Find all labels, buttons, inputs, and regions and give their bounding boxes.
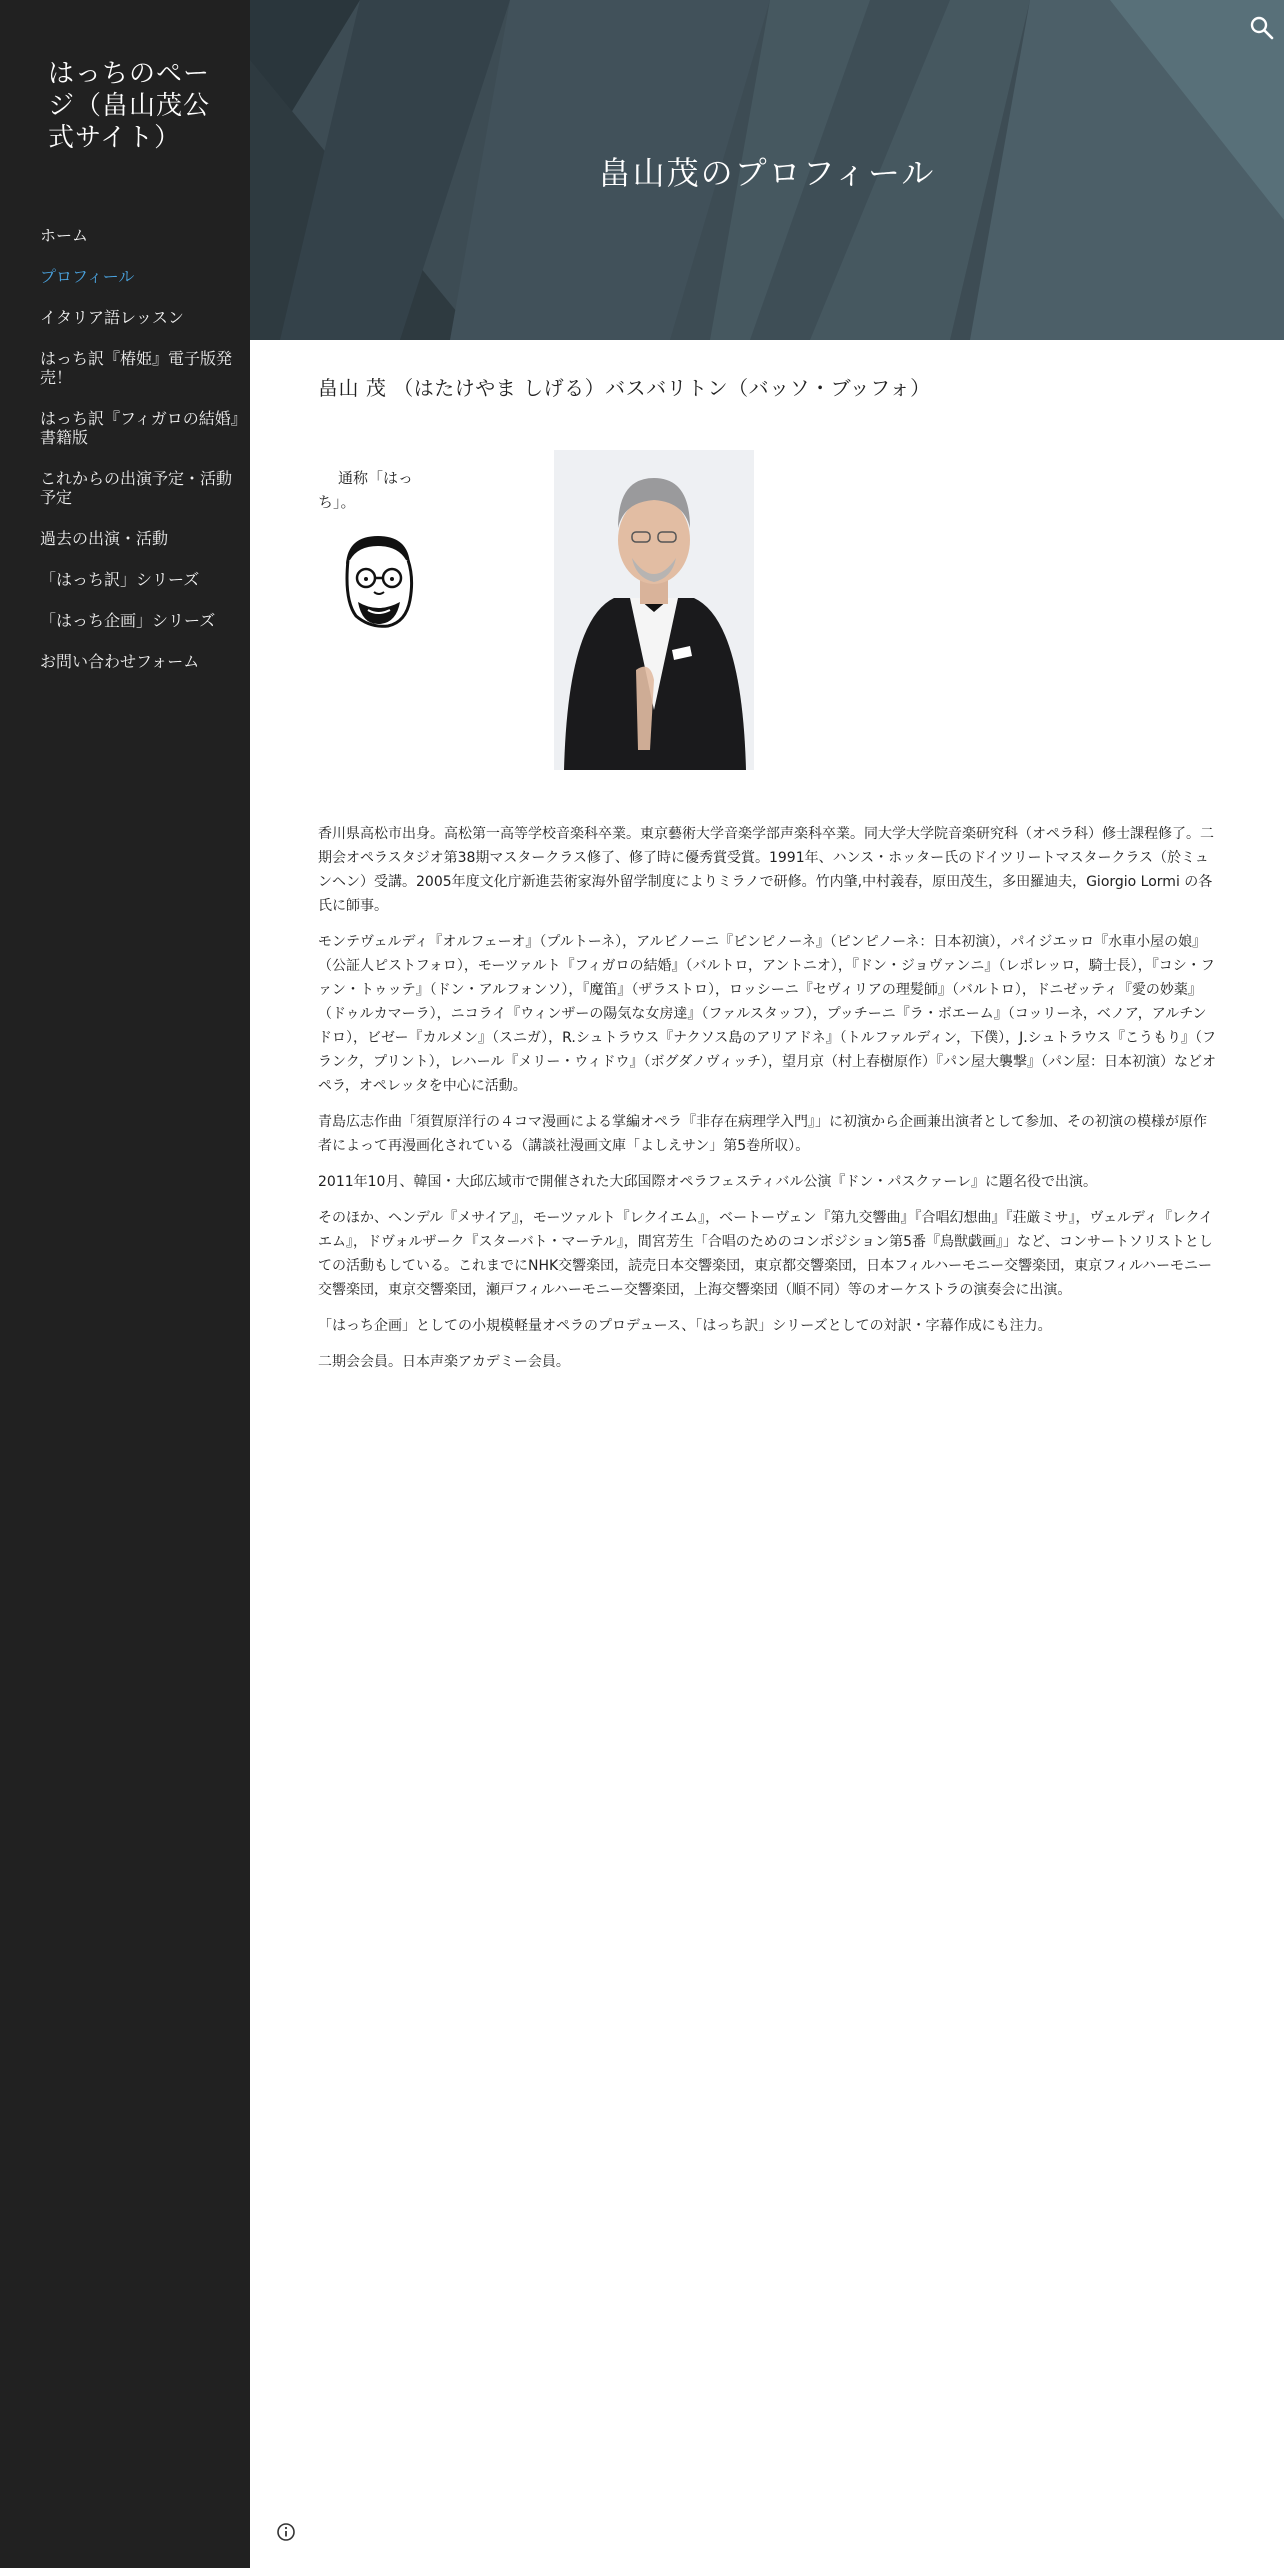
nav-item-profile[interactable]: プロフィール bbox=[40, 267, 135, 286]
bio-section bbox=[318, 822, 1218, 1386]
nav-item-hacchi-translation-series[interactable]: 「はっち訳」シリーズ bbox=[40, 570, 200, 589]
nav-item-upcoming-schedule[interactable]: これからの出演予定・活動予定 bbox=[40, 469, 233, 507]
bio-paragraph-hacchi-projects: 「はっち企画」としての小規模軽量オペラのプロデュース、「はっち訳」シリーズとしての対訳・字幕作成にも注力。 bbox=[318, 1318, 1052, 1334]
nav-item-figaro-book[interactable]: はっち訳『フィガロの結婚』書籍版 bbox=[40, 409, 239, 447]
nav-item-home[interactable]: ホーム bbox=[40, 226, 89, 245]
bio-paragraph-daegu-festival: 2011年10月、韓国・大邱広域市で開催された大邱国際オペラフェスティバル公演『ドン・パスクァーレ』に題名役で出演。 bbox=[318, 1174, 1098, 1190]
nav-item-traviata-ebook[interactable]: はっち訳『椿姫』電子版発売！ bbox=[40, 349, 233, 387]
sidebar-nav bbox=[40, 226, 240, 693]
profile-heading: 畠山 茂 （はたけやま しげる）バスバリトン（バッソ・ブッフォ） bbox=[318, 376, 931, 400]
bio-paragraph-manga-opera: 青島広志作曲「須賀原洋行の４コマ漫画による掌編オペラ『非存在病理学入門』」に初演から企画兼出演者として参加、その初演の模様が原作者によって再漫画化されている（講談社漫画文庫「よしえサン」第5巻所収）。 bbox=[318, 1114, 1207, 1154]
bio-paragraph-opera-roles: モンテヴェルディ『オルフェーオ』（プルトーネ），アルビノーニ『ピンピノーネ』（ピンピノーネ：日本初演），パイジエッロ『水車小屋の娘』（公証人ピストフォロ），モーツァルト『フィガロの結婚』（バルトロ，アントニオ），『ドン・ジョヴァンニ』（レポレッロ，騎士長），『コシ・ファン・トゥッテ』（ドン・アルフォンソ），『魔笛』（ザラストロ），ロッシーニ『セヴィリアの理髪師』（バルトロ），ドニゼッティ『愛の妙薬』（ドゥルカマーラ），ニコライ『ウィンザーの陽気な女房達』（ファルスタッフ），プッチーニ『ラ・ボエーム』（コッリーネ，ベノア，アルチンドロ），ビゼー『カルメン』（スニガ），R.シュトラウス『ナクソス島のアリアドネ』（トルファルディン，下僕），J.シュトラウス『こうもり』（フランク，プリント），レハール『メリー・ウィドウ』（ボグダノヴィッチ），望月京（村上春樹原作）『パン屋大襲撃』（パン屋：日本初演）などオペラ，オペレッタを中心に活動。 bbox=[318, 934, 1216, 1094]
info-icon[interactable] bbox=[276, 2522, 296, 2542]
sidebar bbox=[0, 0, 250, 2568]
bio-paragraph-concert-soloist: そのほか、ヘンデル『メサイア』，モーツァルト『レクイエム』，ベートーヴェン『第九交響曲』『合唱幻想曲』『荘厳ミサ』，ヴェルディ『レクイエム』，ドヴォルザーク『スターバト・マーテル』，間宮芳生「合唱のためのコンポジション第5番『鳥獣戯画』」など、コンサートソリストとしての活動もしている。これまでにNHK交響楽団，読売日本交響楽団，東京都交響楽団，日本フィルハーモニー交響楽団，東京フィルハーモニー交響楽団，東京交響楽団，瀬戸フィルハーモニー交響楽団，上海交響楽団（順不同）等のオーケストラの演奏会に出演。 bbox=[318, 1210, 1213, 1298]
site-title[interactable]: はっちのページ（畠山茂公式サイト） bbox=[48, 59, 211, 153]
cartoon-face-icon bbox=[336, 530, 420, 630]
search-icon[interactable] bbox=[1248, 14, 1276, 42]
hero-banner bbox=[250, 0, 1284, 340]
nav-item-italian-lessons[interactable]: イタリア語レッスン bbox=[40, 308, 184, 327]
page-title: 畠山茂のプロフィール bbox=[598, 154, 936, 192]
bio-paragraph-education: 香川県高松市出身。高松第一高等学校音楽科卒業。東京藝術大学音楽学部声楽科卒業。同大学大学院音楽研究科（オペラ科）修士課程修了。二期会オペラスタジオ第38期マスタークラス修了、修了時に優秀賞受賞。1991年、ハンス・ホッター氏のドイツリートマスタークラス（於ミュンヘン）受講。2005年度文化庁新進芸術家海外留学制度によりミラノで研修。竹内肇,中村義春，原田茂生，多田羅迪夫，Giorgio Lormi の各氏に師事。 bbox=[318, 826, 1214, 914]
nickname-text: 通称「はっち」。 bbox=[318, 469, 414, 511]
nav-item-hacchi-project-series[interactable]: 「はっち企画」シリーズ bbox=[40, 611, 216, 630]
nav-item-past-performances[interactable]: 過去の出演・活動 bbox=[40, 529, 169, 548]
profile-photo bbox=[554, 450, 754, 770]
nav-item-contact-form[interactable]: お問い合わせフォーム bbox=[40, 652, 200, 671]
bio-paragraph-memberships: 二期会会員。日本声楽アカデミー会員。 bbox=[318, 1354, 570, 1370]
